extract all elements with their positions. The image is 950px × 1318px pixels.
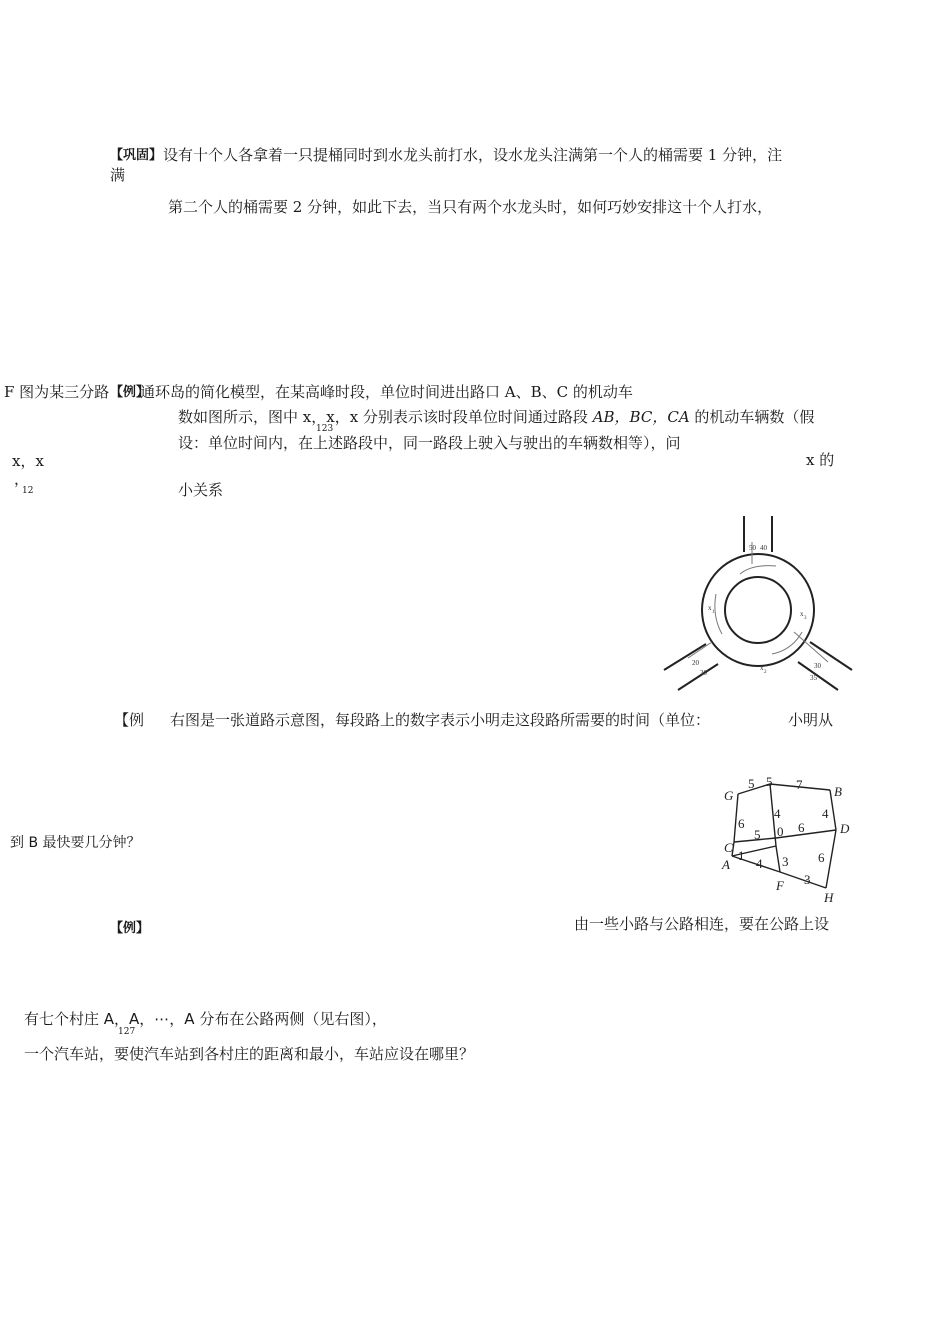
flow-arrow-left xyxy=(715,594,722,634)
weight-6: 6 xyxy=(738,816,745,831)
node-A: A xyxy=(722,857,730,872)
example2-line1-right-cut: 小明从 xyxy=(788,711,834,729)
left-road-lower-edge xyxy=(678,664,718,690)
roundabout-inner-island xyxy=(725,577,791,643)
weight-7: 5 xyxy=(754,827,761,842)
example1-line2-a: 数如图所示，图中 x xyxy=(178,408,312,426)
example1-head-cut: 通环岛的简化模型，在某高峰时段，单位时间进出路口 A、B、C 的机动车 xyxy=(140,383,633,401)
example1-line4-clip xyxy=(178,481,298,499)
weight-9: 6 xyxy=(798,820,805,835)
consolidate-line2: 第二个人的桶需要 2 分钟，如此下去，当只有两个水龙头时，如何巧妙安排这十个人打水， xyxy=(168,198,773,216)
flow-arrow-out-left xyxy=(688,642,712,658)
edge-H-F xyxy=(780,872,826,888)
weight-14: 3 xyxy=(804,872,811,887)
example1-right-x: x 的 xyxy=(806,451,835,469)
weight-12: 3 xyxy=(782,854,789,869)
road-map-figure xyxy=(716,774,860,908)
left-road-upper-edge xyxy=(664,644,706,670)
example1-tag: 【例】 xyxy=(110,385,150,400)
example1-left-cut: F 图为某三分路 xyxy=(4,383,110,401)
example1-line2 xyxy=(178,408,814,426)
x1-sub: 1 xyxy=(712,610,715,615)
example1-left-xx: x，x xyxy=(12,452,44,470)
example1-head-text-clip xyxy=(140,383,700,401)
example1-line2-b: ，x，x 分别表示该时段单位时间通过路段 xyxy=(311,408,593,426)
x1-label: x xyxy=(708,604,712,612)
example1-line3: 设：单位时间内，在上述路段中，同一路段上驶入与驶出的车辆数相等），问 xyxy=(178,434,681,452)
weight-10: 1 xyxy=(738,848,745,863)
example1-sub-123: 123 xyxy=(316,424,334,434)
top-right-flow: 40 xyxy=(760,544,767,552)
example1-left-sub-clip xyxy=(22,486,42,496)
weight-3: 7 xyxy=(796,777,803,792)
weight-2: 5 xyxy=(766,774,773,789)
consolidate-line1: 设有十个人各拿着一只提桶同时到水龙头前打水，设水龙头注满第一个人的桶需要 1 分钟，注 xyxy=(163,146,783,164)
example1-line2-c: 的机动车辆数（假 xyxy=(689,408,815,426)
node-D: D xyxy=(840,821,850,836)
right-flow-a: 30 xyxy=(814,662,821,670)
weight-13: 6 xyxy=(818,850,825,865)
example2-line1-right-clip xyxy=(788,711,848,729)
example1-left-sub: 12 xyxy=(22,486,34,496)
example3-line2: 一个汽车站，要使汽车站到各村庄的距离和最小，车站应设在哪里？ xyxy=(24,1045,475,1063)
example2-line1-clip xyxy=(170,711,765,729)
edge-D-H xyxy=(826,830,836,888)
example2-tag-clip xyxy=(114,711,145,729)
example3-right-text: 由一些小路与公路相连，要在公路上设 xyxy=(574,915,830,933)
consolidate-tag: 【巩固】 xyxy=(110,148,163,163)
example3-tag: 【例】 xyxy=(110,921,150,936)
example1-line4-cut: 小关系 xyxy=(178,481,224,499)
example2-line2: 到 B 最快要几分钟？ xyxy=(10,835,141,851)
example3-sub-127: 127 xyxy=(118,1027,136,1037)
weight-5: 4 xyxy=(822,806,829,821)
weight-4: 4 xyxy=(774,806,781,821)
flow-arrow-top xyxy=(740,566,776,574)
consolidate-line1-wrap: 满 xyxy=(110,166,126,184)
roundabout-figure xyxy=(660,512,860,694)
weight-11: 4 xyxy=(756,856,763,871)
node-G: G xyxy=(724,788,734,803)
example1-road-names: AB，BC，CA xyxy=(592,408,690,426)
example3-line1: 有七个村庄 A，A，⋯，A 分布在公路两侧（见右图）， xyxy=(24,1010,387,1028)
node-B: B xyxy=(834,784,842,799)
weight-8: 0 xyxy=(777,824,784,839)
roundabout-outer-ring xyxy=(702,554,814,666)
weight-1: 5 xyxy=(748,776,755,791)
x3-label: x xyxy=(800,610,804,618)
x2-sub: 2 xyxy=(764,670,767,675)
left-flow-b: 30 xyxy=(700,669,707,677)
top-left-flow: 50 xyxy=(749,544,756,552)
x2-label: x xyxy=(760,664,764,672)
edge-C-center xyxy=(734,830,836,842)
right-flow-b: 35 xyxy=(810,674,817,682)
x3-sub: 3 xyxy=(804,616,807,621)
example2-tag-cut: 【例 xyxy=(114,711,145,729)
node-H: H xyxy=(824,890,834,905)
node-F: F xyxy=(776,878,784,893)
example1-left-comma: ， xyxy=(14,470,30,488)
left-flow-a: 20 xyxy=(692,659,699,667)
node-C: C xyxy=(724,840,733,855)
example2-line1-cut: 右图是一张道路示意图，每段路上的数字表示小明走这段路所需要的时间（单位： xyxy=(170,711,711,729)
